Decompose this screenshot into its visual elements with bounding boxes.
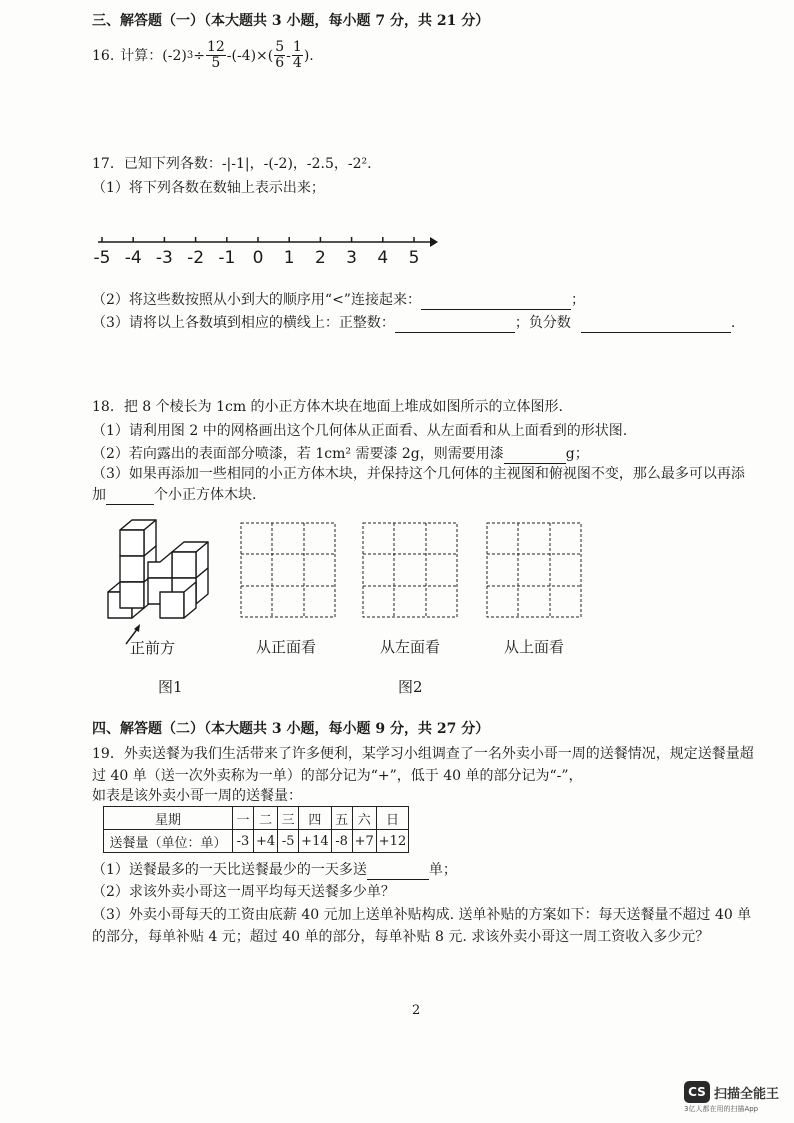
page-number: 2 — [412, 1003, 421, 1018]
number-line-tick-label: 4 — [377, 248, 389, 268]
number-line-labels — [0, 248, 794, 270]
q19-part2: （2）求该外卖小哥这一周平均每天送餐多少单？ — [92, 884, 395, 900]
q16-end: ). — [303, 47, 314, 64]
table-cell: 六 — [352, 807, 376, 830]
q16-label: 计算： — [120, 47, 163, 64]
table-cell: -5 — [278, 830, 299, 853]
table-cell: 三 — [278, 807, 299, 830]
q16-exp: 3 — [186, 49, 194, 61]
q17-stem: 17．已知下列各数：-|-1|，-(-2)，-2.5，-2². — [92, 156, 372, 172]
q16-number: 16. — [92, 47, 115, 64]
q19-part3-line1: （3）外卖小哥每天的工资由底薪 40 元加上送单补贴构成. 送单补贴的方案如下：每天送餐量不超过 40 单 — [92, 907, 752, 923]
delivery-table — [103, 806, 409, 853]
section4-heading: 四、解答题（二）（本大题共 3 小题，每小题 9 分，共 27 分） — [92, 721, 490, 737]
front-view-label: 从正面看 — [256, 638, 317, 656]
q19-difference-blank[interactable] — [367, 865, 429, 880]
q16-fraction-1: $\frac{12}{5}$ — [206, 39, 225, 71]
number-line-tick-label: -1 — [218, 248, 236, 268]
table-cell: -3 — [233, 830, 254, 853]
q16-mid: -(-4)×( — [226, 47, 274, 64]
table-cell: 送餐量（单位：单） — [104, 830, 233, 853]
number-line-tick-label: -3 — [155, 248, 173, 268]
table-cell: 星期 — [104, 807, 233, 830]
q16-minus: - — [286, 47, 291, 64]
q18-paint-blank[interactable] — [504, 449, 566, 464]
front-view-grid[interactable] — [240, 522, 336, 618]
scanner-app-name: 扫描全能王 — [714, 1086, 780, 1102]
q18-cubes-blank[interactable] — [106, 490, 154, 505]
q18-part3b: 加 个小正方体木块. — [92, 487, 257, 503]
figure1-caption: 图1 — [158, 678, 183, 696]
scanner-watermark — [684, 1081, 779, 1103]
section3-heading: 三、解答题（一）（本大题共 3 小题，每小题 7 分，共 21 分） — [92, 13, 490, 29]
left-view-label: 从左面看 — [380, 638, 441, 656]
table-header-row — [104, 807, 409, 830]
camscanner-logo-icon: CS — [684, 1081, 710, 1103]
table-cell: +14 — [299, 830, 331, 853]
q19-stem-line2: 过 40 单（送一次外卖称为一单）的部分记为“+”，低于 40 单的部分记为“-”， — [92, 768, 583, 784]
number-line-tick-label: 3 — [346, 248, 357, 268]
q17-part3: （3）请将以上各数填到相应的横线上：正整数： ；负分数 . — [92, 315, 736, 331]
q16-expression — [92, 40, 314, 71]
q17-part2: （2）将这些数按照从小到大的顺序用“<”连接起来： ； — [92, 292, 585, 308]
q18-part2: （2）若向露出的表面部分喷漆，若 1cm² 需要漆 2g，则需要用漆 g； — [92, 446, 589, 462]
scanner-tagline: 3亿人都在用的扫描App — [684, 1105, 759, 1113]
number-line-tick-label: 2 — [314, 248, 326, 268]
number-line-tick-label: -2 — [187, 248, 205, 268]
table-cell: +4 — [254, 830, 278, 853]
q18-stem: 18．把 8 个棱长为 1cm 的小正方体木块在地面上堆成如图所示的立体图形. — [92, 399, 563, 415]
table-cell: 日 — [376, 807, 408, 830]
q16-base: (-2) — [162, 47, 187, 64]
top-view-label: 从上面看 — [504, 638, 565, 656]
number-line-tick-label: 0 — [252, 248, 264, 268]
q19-stem-line3: 如表是该外卖小哥一周的送餐量： — [92, 788, 302, 804]
number-line-tick-label: -5 — [93, 248, 111, 268]
table-cell: 五 — [331, 807, 352, 830]
table-cell: +7 — [352, 830, 376, 853]
q16-fraction-3: $\frac{1}{4}$ — [292, 39, 302, 71]
table-cell: 二 — [254, 807, 278, 830]
q19-part1: （1）送餐最多的一天比送餐最少的一天多送 单； — [92, 862, 457, 878]
q17-part2-text: （2）将这些数按照从小到大的顺序用“<”连接起来： — [92, 292, 421, 308]
left-view-grid[interactable] — [362, 522, 458, 618]
number-line-tick-label: 1 — [283, 248, 295, 268]
q17-part2-blank[interactable] — [421, 295, 571, 310]
table-data-row — [104, 830, 409, 853]
q19-stem-line1: 19．外卖送餐为我们生活带来了许多便利，某学习小组调查了一名外卖小哥一周的送餐情况，规定送餐量超 — [92, 746, 754, 762]
table-cell: 一 — [233, 807, 254, 830]
top-view-grid[interactable] — [486, 522, 582, 618]
number-line-tick-label: -4 — [124, 248, 142, 268]
q18-part1: （1）请利用图 2 中的网格画出这个几何体从正面看、从左面看和从上面看到的形状图. — [92, 423, 628, 439]
q19-part3-line2: 的部分，每单补贴 4 元；超过 40 单的部分，每单补贴 8 元. 求该外卖小哥这一周工资收入多少元？ — [92, 929, 710, 945]
q17-part3-text: （3）请将以上各数填到相应的横线上：正整数： — [92, 315, 395, 331]
table-cell: -8 — [331, 830, 352, 853]
q17-part1: （1）将下列各数在数轴上表示出来； — [92, 180, 325, 196]
table-cell: +12 — [376, 830, 408, 853]
number-line-tick-label: 5 — [408, 248, 420, 268]
q17-negative-fractions-blank[interactable] — [581, 318, 731, 333]
number-line-arrow — [430, 237, 438, 247]
q16-div: ÷ — [193, 47, 205, 64]
table-cell: 四 — [299, 807, 331, 830]
q18-part3a: （3）如果再添加一些相同的小正方体木块，并保持这个几何体的主视图和俯视图不变，那么最多可以再添 — [92, 466, 745, 482]
q17-positive-integers-blank[interactable] — [395, 318, 515, 333]
figure2-caption: 图2 — [398, 678, 423, 696]
q16-fraction-2: $\frac{5}{6}$ — [275, 39, 285, 71]
front-direction-label: 正前方 — [130, 639, 176, 657]
